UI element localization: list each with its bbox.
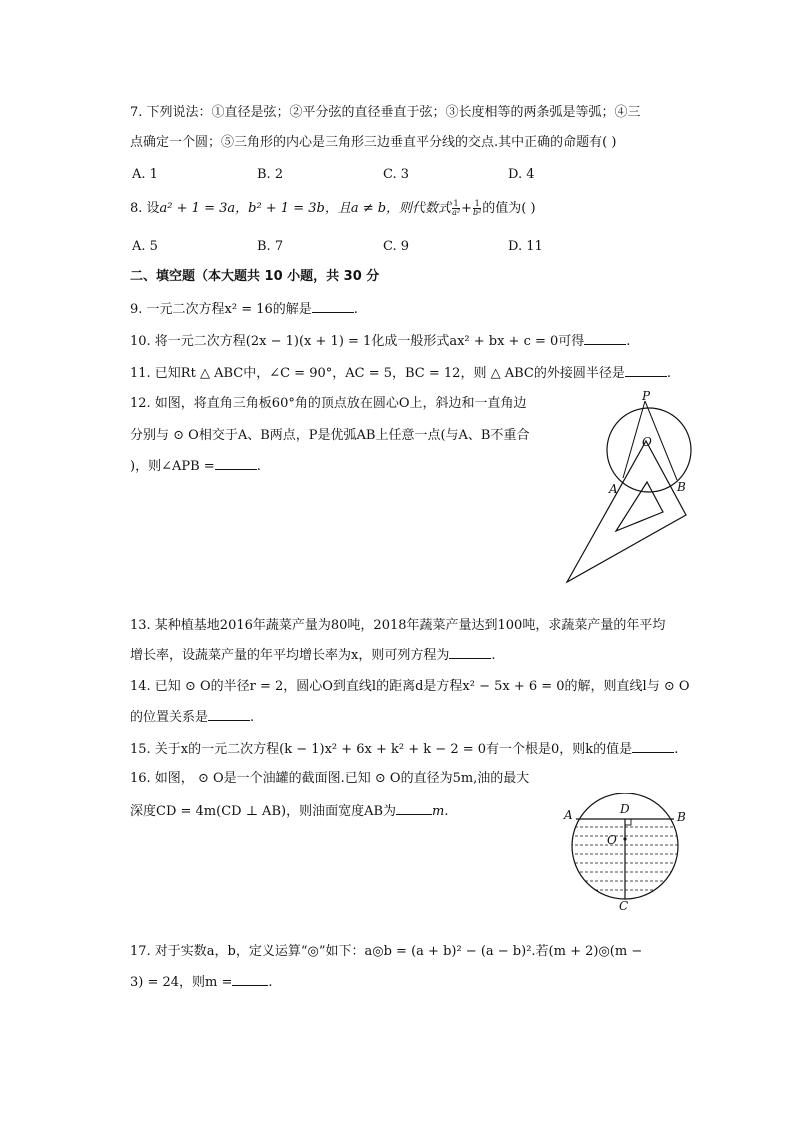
q13-line1: 13. 某种植基地2016年蔬菜产量为80吨，2018年蔬菜产量达到100吨，求蔬菜产量的年平均 — [130, 618, 666, 633]
q14-end: . — [250, 710, 255, 725]
q10-answer-blank[interactable] — [584, 332, 626, 345]
q12-figure-circle-triangle — [560, 388, 700, 588]
q12-label-a: A — [609, 482, 618, 496]
q16-figure-oil-tank — [555, 793, 695, 913]
q7-option-b: B. 2 — [257, 167, 284, 182]
q8-frac1-num: 1 — [453, 199, 459, 208]
q12-triangle-inner — [616, 482, 663, 531]
q12-answer-blank[interactable] — [215, 457, 257, 470]
q13-text: 增长率，设蔬菜产量的年平均增长率为x，则可列方程为 — [130, 648, 450, 663]
q12-line3 — [130, 457, 261, 476]
q12-end: . — [256, 459, 261, 474]
q9-answer-blank[interactable] — [312, 300, 354, 313]
q16-line1: 16. 如图， ⊙ O是一个油罐的截面图.已知 ⊙ O的直径为5m,油的最大 — [130, 771, 530, 786]
q14-text: 的位置关系是 — [130, 710, 209, 725]
q17-answer-blank[interactable] — [232, 973, 268, 986]
q17-line2 — [130, 973, 273, 992]
q12-text: )，则∠APB = — [130, 459, 215, 474]
q17-line1: 17. 对于实数a，b，定义运算“◎”如下：a◎b = (a + b)² − (a − b)².若(m + 2)◎(m − — [130, 944, 643, 959]
q11-text: 11. 已知Rt △ ABC中，∠C = 90°，AC = 5，BC = 12，则 △ ABC的外接圆半径是 — [130, 366, 625, 381]
q8-suffix: 的值为( ) — [482, 201, 536, 216]
q16-end: m. — [432, 804, 449, 819]
q7-option-c: C. 3 — [383, 167, 410, 182]
q8-line — [130, 200, 536, 218]
q14-line2 — [130, 708, 254, 727]
q7-option-d: D. 4 — [508, 167, 535, 182]
q11-end: . — [666, 366, 671, 381]
q8-option-a: A. 5 — [132, 239, 158, 254]
q12-label-o: O — [642, 435, 652, 449]
q16-label-o: O — [607, 833, 617, 847]
q13-line2 — [130, 646, 495, 665]
q8-frac2-den: b² — [472, 208, 482, 217]
q12-label-b: B — [677, 480, 686, 494]
q8-frac1-den: a² — [452, 208, 461, 217]
q17-end: . — [268, 975, 273, 990]
q8-fraction-1 — [452, 200, 460, 217]
q10-end: . — [626, 334, 631, 349]
q8-fraction-2 — [473, 200, 481, 217]
q15-line — [130, 740, 678, 759]
q16-label-b: B — [677, 810, 686, 824]
q8-option-d: D. 11 — [508, 239, 543, 254]
q8-equations: a² + 1 = 3a，b² + 1 = 3b，且a ≠ b，则代数式 — [159, 201, 452, 216]
q14-answer-blank[interactable] — [208, 708, 250, 721]
q10-line — [130, 332, 630, 351]
section-heading-fill-blank: 二、填空题（本大题共 10 小题，共 30 分 — [130, 269, 380, 284]
q13-end: . — [491, 648, 496, 663]
q11-answer-blank[interactable] — [625, 364, 667, 377]
q16-label-c: C — [619, 899, 629, 913]
q9-text: 9. 一元二次方程x² = 16的解是 — [130, 302, 312, 317]
q8-option-b: B. 7 — [257, 239, 284, 254]
q7-option-a: A. 1 — [132, 167, 158, 182]
q16-label-d: D — [620, 802, 630, 816]
q8-frac2-num: 1 — [474, 199, 480, 208]
q16-center-dot — [623, 837, 626, 840]
q16-right-angle-mark — [625, 819, 631, 825]
q13-answer-blank[interactable] — [449, 646, 491, 659]
q16-label-a: A — [564, 808, 573, 822]
q9-end: . — [353, 302, 358, 317]
q15-text: 15. 关于x的一元二次方程(k − 1)x² + 6x + k² + k − 2 = 0有一个根是0，则k的值是 — [130, 742, 633, 757]
q16-text: 深度CD = 4m(CD ⊥ AB)，则油面宽度AB为 — [130, 804, 397, 819]
q7-line2: 点确定一个圆；⑤三角形的内心是三角形三边垂直平分线的交点.其中正确的命题有( ) — [130, 135, 617, 150]
q15-end: . — [674, 742, 679, 757]
q16-answer-blank[interactable] — [396, 802, 432, 815]
q8-plus: + — [461, 201, 472, 216]
q9-line — [130, 300, 358, 319]
q14-line1: 14. 已知 ⊙ O的半径r = 2，圆心O到直线l的距离d是方程x² − 5x + 6 = 0的解，则直线l与 ⊙ O — [130, 679, 690, 694]
q8-option-c: C. 9 — [383, 239, 410, 254]
q17-text: 3) = 24，则m = — [130, 975, 233, 990]
q15-answer-blank[interactable] — [632, 740, 674, 753]
q12-triangle-outer — [567, 441, 686, 582]
q8-prefix: 8. 设 — [130, 201, 160, 216]
q12-label-p: P — [642, 389, 651, 403]
q7-line1: 7. 下列说法：①直径是弦；②平分弦的直径垂直于弦；③长度相等的两条弧是等弧；④三 — [130, 105, 641, 120]
q10-text: 10. 将一元二次方程(2x − 1)(x + 1) = 1化成一般形式ax² + bx + c = 0可得 — [130, 334, 585, 349]
q11-line — [130, 364, 671, 383]
q12-line2: 分别与 ⊙ O相交于A、B两点，P是优弧AB上任意一点(与A、B不重合 — [130, 428, 530, 443]
q12-line1: 12. 如图，将直角三角板60°角的顶点放在圆心O上，斜边和一直角边 — [130, 396, 527, 411]
q16-line2 — [130, 802, 448, 821]
